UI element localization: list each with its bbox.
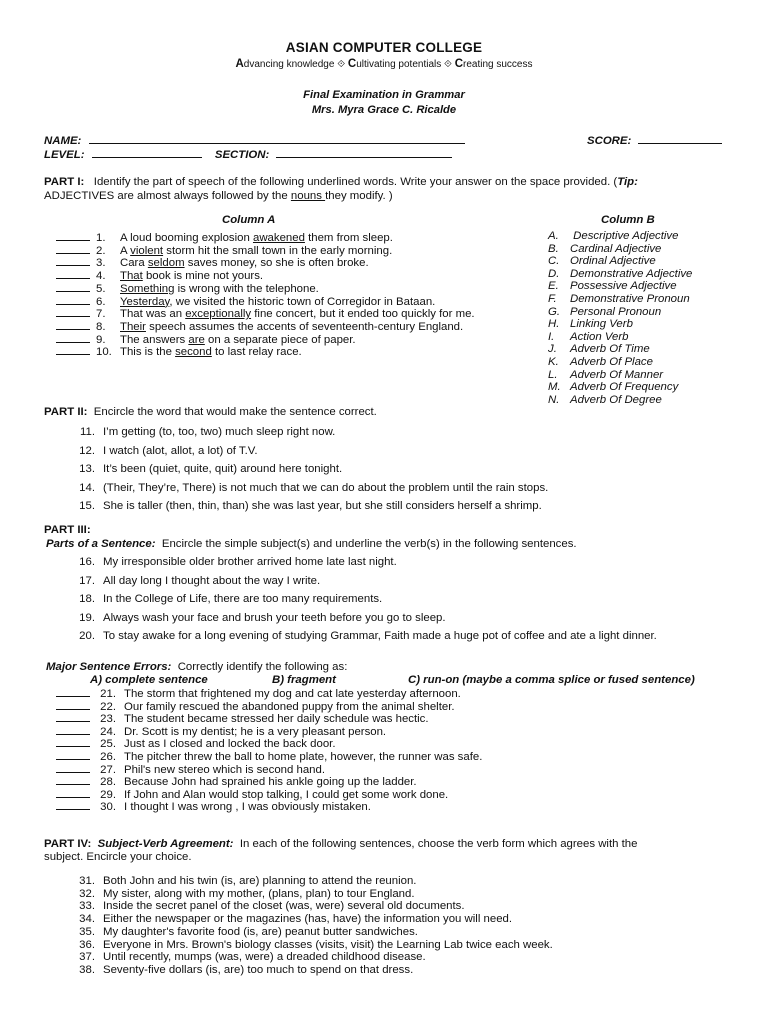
item-number: 21.	[100, 688, 116, 700]
part4-instruction-line2: subject. Encircle your choice.	[44, 851, 192, 863]
list-item	[69, 888, 415, 900]
column-b-item	[548, 306, 661, 318]
item-text-after: saves money, so she is often broke.	[184, 257, 369, 270]
choice-text: Linking Verb	[570, 318, 633, 331]
part3-instruction-text: Encircle the simple subject(s) and underline the verb(s) in the following sentences.	[161, 538, 577, 550]
error-item	[56, 799, 371, 813]
item-number: 35.	[79, 925, 95, 938]
item-text: Both John and his twin (is, are) planning to attend the reunion.	[103, 875, 417, 887]
column-b-item	[548, 318, 633, 330]
part1-instruction-text-3: they modify. )	[325, 190, 393, 202]
list-item	[69, 913, 512, 925]
choice-letter: J.	[548, 343, 557, 356]
motto-part-3: reating success	[463, 59, 533, 70]
choice-letter: N.	[548, 393, 560, 406]
answer-blank[interactable]	[56, 749, 90, 760]
answer-blank[interactable]	[56, 344, 90, 355]
part1-instruction-line2	[44, 190, 393, 202]
item-text: It’s been (quiet, quite, quit) around here tonight.	[103, 463, 343, 475]
item-text: Everyone in Mrs. Brown's biology classes (visits, visit) the Learning Lab twice each week.	[103, 938, 553, 951]
motto-part-2: ultivating potentials	[356, 59, 442, 70]
choice-text: Adverb Of Place	[570, 356, 653, 368]
answer-blank[interactable]	[56, 762, 90, 773]
column-b-item	[548, 230, 678, 242]
choice-letter: F.	[548, 293, 557, 305]
column-b-heading: Column B	[601, 214, 655, 226]
list-item	[69, 445, 257, 457]
choice-text: Demonstrative Pronoun	[570, 293, 690, 305]
choice-letter: I.	[548, 330, 555, 343]
errors-title: Major Sentence Errors:	[46, 661, 172, 673]
motto-initial-1: A	[235, 58, 244, 70]
part1-instruction-text: Identify the part of speech of the following underlined words. Write your answer on the space provided. (	[93, 176, 618, 188]
choice-letter: L.	[548, 368, 558, 381]
list-item	[69, 900, 465, 912]
column-b-item	[548, 381, 678, 393]
item-number: 10.	[96, 346, 112, 359]
item-text: Always wash your face and brush your teeth before you go to sleep.	[103, 611, 446, 624]
item-number: 22.	[100, 700, 116, 713]
choice-letter: D.	[548, 267, 560, 280]
underlined-word: seldom	[147, 257, 185, 270]
teacher-name: Mrs. Myra Grace C. Ricalde	[311, 104, 457, 116]
list-item	[69, 964, 413, 976]
item-number: 25.	[100, 738, 116, 751]
item-text: (Their, They’re, There) is not much that we can do about the problem until the rain stops.	[103, 481, 549, 494]
item-number: 20.	[79, 630, 95, 642]
name-label: NAME:	[44, 135, 82, 147]
item-number: 38.	[79, 963, 95, 976]
errors-instruction-text: Correctly identify the following as:	[177, 661, 348, 673]
part1-instruction-text-2: ADJECTIVES are almost always followed by the	[44, 190, 291, 202]
item-number: 24.	[100, 725, 116, 738]
item-number: 8.	[96, 320, 106, 333]
errors-instruction	[46, 661, 347, 673]
item-text: Because John had sprained his ankle going up the ladder.	[124, 776, 417, 789]
item-text-before: That was an	[120, 308, 186, 321]
list-item	[69, 630, 657, 642]
motto-part-1: dvancing knowledge	[243, 59, 335, 70]
item-number: 16.	[79, 556, 95, 568]
choice-text: Adverb Of Degree	[570, 393, 662, 406]
answer-blank[interactable]	[56, 699, 90, 710]
answer-blank[interactable]	[56, 230, 90, 241]
item-number: 2.	[96, 244, 106, 257]
list-item	[69, 575, 320, 587]
list-item	[69, 463, 342, 475]
item-number: 6.	[96, 295, 106, 308]
item-number: 15.	[79, 500, 95, 512]
answer-blank[interactable]	[56, 294, 90, 305]
item-text: Phil's new stereo which is second hand.	[124, 763, 325, 776]
underlined-word: violent	[130, 244, 164, 257]
name-input-line[interactable]	[89, 133, 465, 144]
list-item	[69, 939, 553, 951]
exam-title: Final Examination in Grammar	[303, 89, 465, 101]
item-text-after: to last relay race.	[211, 346, 302, 359]
column-b-item	[548, 394, 662, 406]
choice-text: Action Verb	[570, 330, 629, 343]
choice-text: Personal Pronoun	[570, 305, 662, 318]
option-b: B) fragment	[272, 674, 336, 686]
item-number: 3.	[96, 257, 106, 270]
item-text: My irresponsible older brother arrived home late last night.	[103, 556, 397, 568]
column-b-item	[548, 343, 650, 355]
item-number: 29.	[100, 788, 116, 801]
choice-letter: G.	[548, 305, 561, 318]
part1-instruction	[44, 176, 638, 188]
score-label: SCORE:	[587, 135, 632, 147]
answer-blank[interactable]	[56, 686, 90, 697]
item-number: 1.	[96, 232, 106, 244]
diamond-bullet-icon: ⟐	[444, 59, 452, 70]
answer-blank[interactable]	[56, 243, 90, 254]
answer-blank[interactable]	[56, 799, 90, 810]
answer-blank[interactable]	[56, 332, 90, 343]
item-text: I watch (alot, allot, a lot) of T.V.	[103, 444, 258, 457]
choice-text: Demonstrative Adjective	[570, 267, 693, 280]
item-text: She is taller (then, thin, than) she was last year, but she still considers herself a shrimp.	[103, 500, 542, 512]
item-number: 23.	[100, 713, 116, 726]
answer-blank[interactable]	[56, 319, 90, 330]
item-text: My daughter's favorite food (is, are) peanut butter sandwiches.	[103, 925, 418, 938]
column-b-item	[548, 369, 663, 381]
part2-label: PART II:	[44, 406, 88, 418]
column-a-heading: Column A	[222, 214, 276, 226]
column-b-item	[548, 255, 656, 267]
item-number: 17.	[79, 574, 95, 587]
list-item	[69, 482, 548, 494]
choice-text: Adverb Of Manner	[570, 368, 664, 381]
score-field-row	[587, 133, 722, 147]
answer-blank[interactable]	[56, 724, 90, 735]
part4-subtitle: Subject-Verb Agreement:	[97, 838, 234, 850]
answer-blank[interactable]	[56, 268, 90, 279]
item-text-after: them from sleep.	[304, 232, 393, 244]
choice-letter: A.	[548, 230, 559, 242]
item-number: 14.	[79, 481, 95, 494]
level-input-line[interactable]	[92, 147, 202, 158]
nouns-underlined: nouns	[290, 190, 326, 202]
item-number: 18.	[79, 593, 95, 605]
item-number: 32.	[79, 887, 95, 900]
item-text-before: A	[120, 244, 131, 257]
item-text: The student became stressed her daily schedule was hectic.	[124, 713, 429, 726]
college-name: ASIAN COMPUTER COLLEGE	[285, 40, 483, 55]
name-field-row	[44, 133, 465, 147]
list-item	[69, 612, 446, 624]
part3-instruction	[46, 538, 577, 550]
item-number: 28.	[100, 776, 116, 789]
item-text: Dr. Scott is my dentist; he is a very pleasant person.	[124, 725, 387, 738]
item-text-before: A loud booming explosion	[120, 232, 253, 244]
column-b-item	[548, 331, 628, 343]
choice-letter: H.	[548, 318, 560, 331]
item-text: I’m getting (to, too, two) much sleep right now.	[103, 426, 336, 438]
answer-blank[interactable]	[56, 774, 90, 785]
item-number: 30.	[100, 801, 116, 814]
section-label: SECTION:	[214, 149, 270, 161]
item-number: 12.	[79, 444, 95, 457]
part3-subtitle: Parts of a Sentence:	[46, 538, 156, 550]
item-text-after: is wrong with the telephone.	[174, 282, 319, 295]
list-item	[69, 556, 397, 568]
item-number: 31.	[79, 875, 95, 887]
part2-instruction	[44, 406, 377, 418]
choice-letter: C.	[548, 255, 560, 268]
item-text: Seventy-five dollars (is, are) too much to spend on that dress.	[103, 963, 414, 976]
item-number: 5.	[96, 282, 106, 295]
item-number: 13.	[79, 463, 95, 475]
answer-blank[interactable]	[56, 736, 90, 747]
part4-instruction-text: In each of the following sentences, choose the verb form which agrees with the	[239, 838, 638, 850]
item-text: Inside the secret panel of the closet (was, were) several old documents.	[103, 900, 465, 913]
choice-letter: M.	[548, 381, 561, 394]
underlined-word: Yesterday	[120, 295, 170, 308]
item-number: 19.	[79, 611, 95, 624]
list-item	[69, 951, 426, 963]
tip-label: Tip:	[617, 176, 638, 188]
item-number: 36.	[79, 938, 95, 951]
column-b-item	[548, 293, 690, 305]
item-number: 9.	[96, 333, 106, 346]
item-number: 34.	[79, 913, 95, 926]
level-section-row	[44, 147, 452, 161]
part2-instruction-text: Encircle the word that would make the sentence correct.	[93, 406, 377, 418]
item-number: 4.	[96, 270, 106, 283]
part4-instruction	[44, 838, 637, 850]
part4-label: PART IV:	[44, 838, 92, 850]
item-text: The pitcher threw the ball to home plate, however, the runner was safe.	[124, 751, 483, 763]
underlined-word: Their	[120, 320, 146, 333]
choice-letter: B.	[548, 242, 559, 255]
item-text: If John and Alan would stop talking, I could get some work done.	[124, 788, 449, 801]
option-c: C) run-on (maybe a comma splice or fused sentence)	[408, 674, 695, 686]
list-item	[69, 926, 418, 938]
choice-letter: K.	[548, 356, 559, 368]
item-text-after: on a separate piece of paper.	[204, 333, 356, 346]
underlined-word: awakened	[252, 232, 305, 244]
choice-text: Adverb Of Time	[570, 343, 650, 356]
column-b-item	[548, 243, 661, 255]
choice-text: Ordinal Adjective	[570, 255, 656, 268]
item-text: Until recently, mumps (was, were) a dreaded childhood disease.	[103, 951, 426, 964]
underlined-word: Something	[120, 282, 175, 295]
item-text: I thought I was wrong , I was obviously mistaken.	[124, 801, 371, 814]
item-text-after: , we visited the historic town of Corregidor in Bataan.	[169, 295, 436, 308]
item-text: Just as I closed and locked the back door.	[124, 738, 336, 751]
underlined-word: are	[188, 333, 205, 346]
underlined-word: second	[175, 346, 212, 359]
item-number: 26.	[100, 751, 116, 763]
item-number: 27.	[100, 763, 116, 776]
choice-text: Possessive Adjective	[570, 280, 677, 293]
item-text: Either the newspaper or the magazines (has, have) the information you will need.	[103, 913, 513, 926]
item-text-before: Cara	[120, 257, 148, 270]
answer-blank[interactable]	[56, 306, 90, 317]
item-text-after: book is mine not yours.	[142, 270, 264, 283]
column-b-item	[548, 356, 653, 368]
item-text: In the College of Life, there are too many requirements.	[103, 593, 383, 605]
option-a: A) complete sentence	[90, 674, 208, 686]
list-item	[69, 593, 382, 605]
column-b-item	[548, 268, 692, 280]
choice-text: Adverb Of Frequency	[570, 381, 679, 394]
college-motto	[0, 58, 768, 70]
item-number: 7.	[96, 308, 106, 321]
part1-label: PART I:	[44, 176, 85, 188]
item-text: My sister, along with my mother, (plans, plan) to tour England.	[103, 887, 415, 900]
column-a-item	[56, 344, 302, 358]
answer-blank[interactable]	[56, 787, 90, 798]
item-number: 11.	[80, 426, 95, 438]
choice-text: Descriptive Adjective	[570, 230, 679, 242]
item-text-before: This is the	[120, 346, 176, 359]
item-text-after: speech assumes the accents of seventeenth-century England.	[145, 320, 464, 333]
item-text: All day long I thought about the way I write.	[103, 574, 321, 587]
item-text-after: storm hit the small town in the early morning.	[163, 244, 393, 257]
item-number: 37.	[79, 951, 95, 964]
item-text: Our family rescued the abandoned puppy from the animal shelter.	[124, 700, 455, 713]
choice-letter: E.	[548, 280, 559, 293]
score-input-line[interactable]	[638, 133, 722, 144]
answer-blank[interactable]	[56, 711, 90, 722]
part3-label: PART III:	[44, 524, 91, 536]
choice-text: Cardinal Adjective	[570, 242, 662, 255]
item-text: The storm that frightened my dog and cat late yesterday afternoon.	[124, 688, 461, 700]
item-number: 33.	[79, 900, 95, 913]
motto-initial-3: C	[454, 58, 464, 70]
answer-blank[interactable]	[56, 255, 90, 266]
answer-blank[interactable]	[56, 281, 90, 292]
list-item	[69, 426, 335, 438]
list-item	[69, 875, 416, 887]
item-text-before: The answers	[120, 333, 189, 346]
underlined-word: exceptionally	[185, 308, 252, 321]
diamond-bullet-icon: ⟐	[337, 59, 346, 70]
column-b-item	[548, 280, 677, 292]
motto-initial-2: C	[347, 58, 357, 70]
underlined-word: That	[120, 270, 143, 283]
list-item	[69, 500, 542, 512]
section-input-line[interactable]	[276, 147, 452, 158]
level-label: LEVEL:	[44, 149, 85, 161]
item-text: To stay awake for a long evening of studying Grammar, Faith made a huge pot of coffee and ate a light dinner.	[103, 630, 657, 642]
item-text-after: fine concert, but it ended too quickly for me.	[251, 308, 475, 321]
